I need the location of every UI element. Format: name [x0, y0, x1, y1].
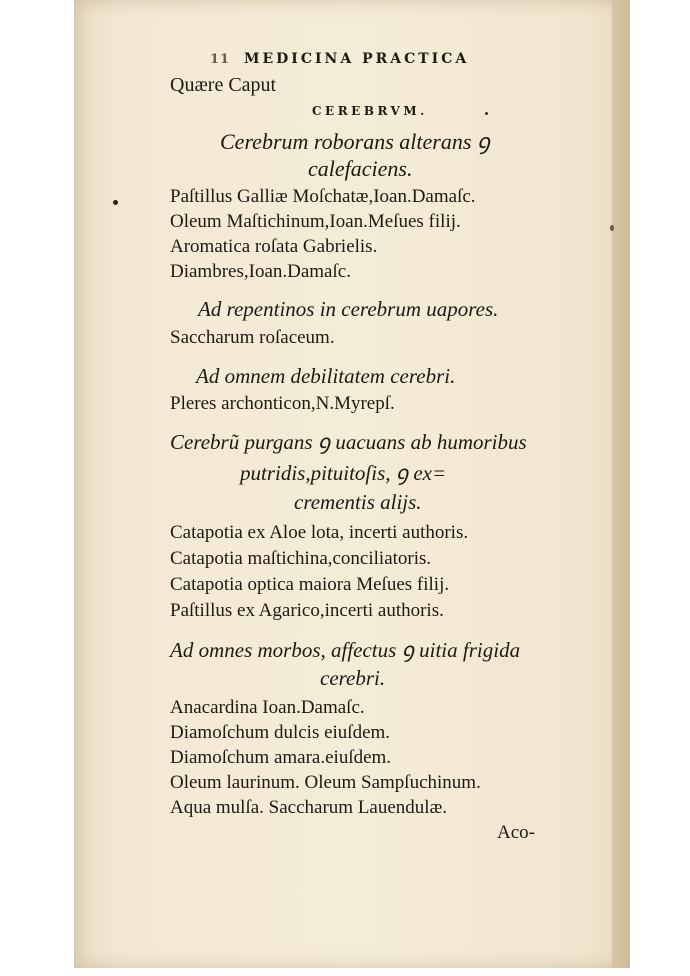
remedy-line: Catapotia optica maiora Meſues filij.: [170, 574, 450, 595]
remedy-line: Paſtillus Galliæ Moſchatæ,Ioan.Damaſc.: [170, 186, 476, 207]
subheading-line: putridis,pituitoſis, ꝯ ex=: [240, 461, 447, 485]
remedy-line: Saccharum roſaceum.: [170, 327, 335, 348]
remedy-line: Oleum Maſtichinum,Ioan.Meſues filij.: [170, 211, 461, 232]
quaere-caput: Quære Caput: [170, 74, 277, 96]
subheading-line: cerebri.: [320, 666, 386, 690]
running-head: MEDICINA PRACTICA: [244, 51, 470, 67]
page-gutter: [612, 0, 630, 968]
folio-marker: 11: [210, 52, 231, 67]
remedy-line: Diamoſchum dulcis eiuſdem.: [170, 722, 391, 743]
remedy-line: Paſtillus ex Agarico,incerti authoris.: [170, 600, 444, 621]
remedy-line: Oleum laurinum. Oleum Sampſuchinum.: [170, 772, 481, 793]
subheading-line: crementis aliјs.: [294, 490, 422, 514]
section-heading: CEREBRVM.: [312, 104, 428, 118]
remedy-line: Aromatica roſata Gabrielis.: [170, 236, 378, 257]
remedy-line: Catapotia maſtichina,conciliatoris.: [170, 548, 432, 569]
remedy-line: Pleres archonticon,N.Myrepſ.: [170, 393, 395, 414]
remedy-line: Diambres,Ioan.Damaſc.: [170, 261, 351, 282]
subheading-line: Ad omnem debilitatem cerebri.: [196, 364, 456, 388]
remedy-line: Aqua mulſa. Saccharum Lauendulæ.: [170, 797, 448, 818]
ink-speck: [113, 200, 118, 205]
catchword: Aco-: [497, 822, 535, 843]
remedy-line: Diamoſchum amara.eiuſdem.: [170, 747, 392, 768]
remedy-line: Catapotia ex Aloe lota, incerti authoris.: [170, 522, 469, 543]
ink-speck: [610, 225, 614, 231]
subheading-line: Cerebrũ purgans ꝯ uacuans ab humoribus: [170, 430, 527, 454]
subheading-line: Cerebrum roborans alterans ꝯ: [220, 129, 490, 154]
remedy-line: Anacardina Ioan.Damaſc.: [170, 697, 365, 718]
subheading-line: Ad repentinos in cerebrum uapores.: [198, 297, 499, 321]
subheading-line: Ad omnes morbos, affectus ꝯ uitia frigida: [170, 638, 521, 662]
ink-speck: [485, 112, 488, 115]
subheading-line: calefaciens.: [308, 156, 413, 181]
